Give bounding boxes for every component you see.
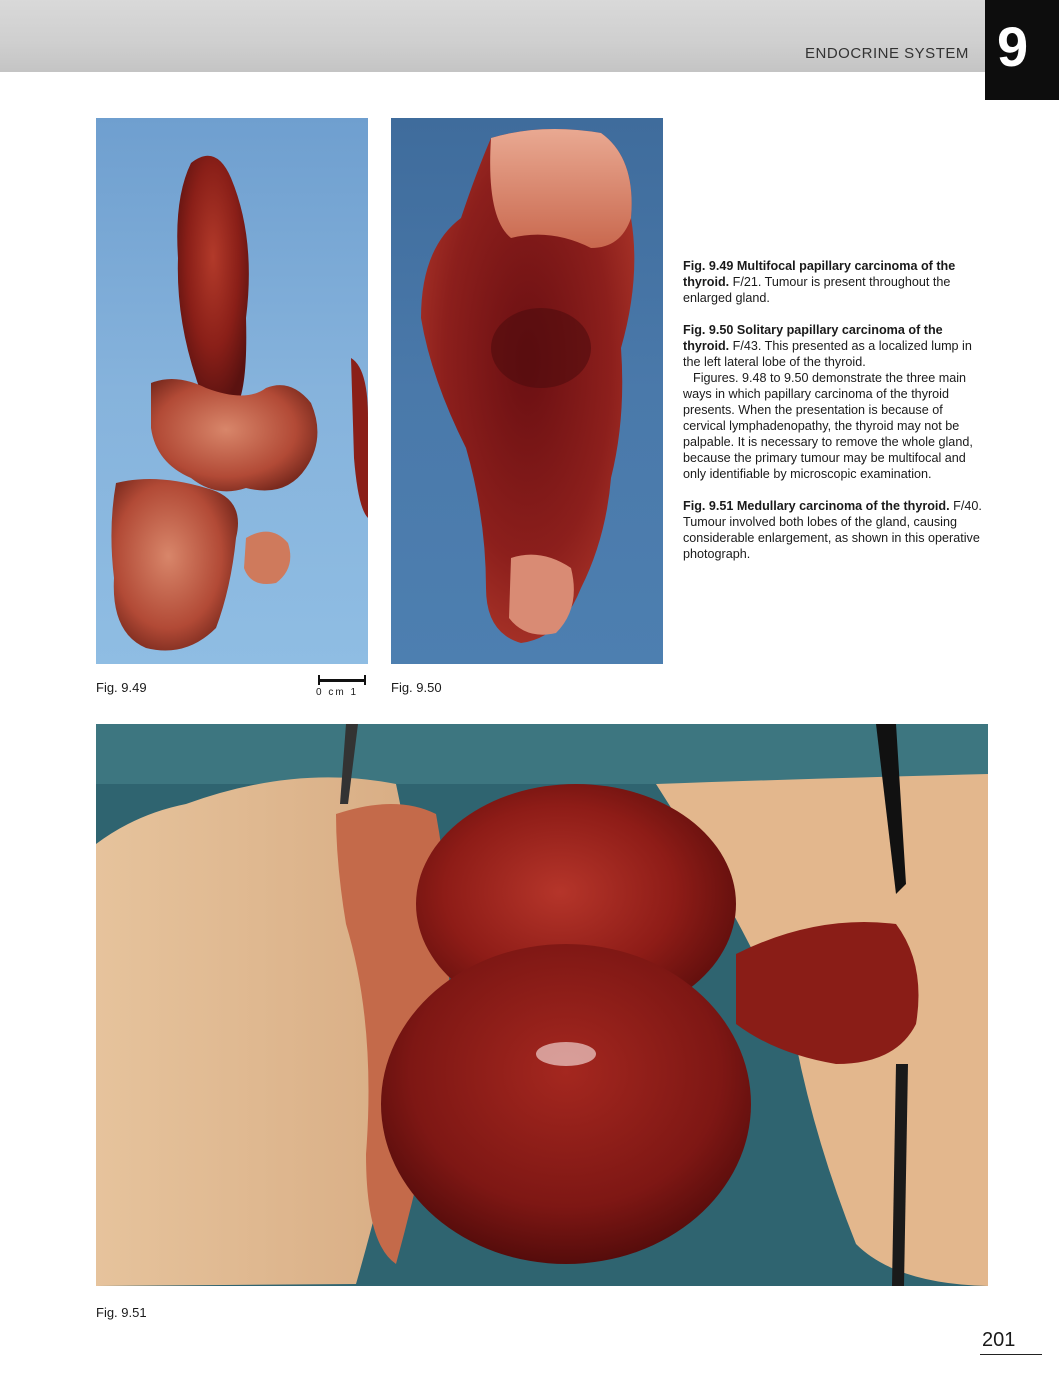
chapter-number: 9 bbox=[997, 15, 1029, 78]
scale-bar-text: 0 cm 1 bbox=[316, 687, 359, 698]
caption-9-50-title: Fig. 9.50 Solitary papillary carcinoma of the thyroid. bbox=[683, 323, 943, 353]
page-number-rule bbox=[980, 1354, 1042, 1355]
figure-9-49-label: Fig. 9.49 bbox=[96, 680, 147, 695]
figure-9-50-photo bbox=[391, 118, 663, 664]
caption-column bbox=[683, 258, 988, 578]
caption-9-51-title: Fig. 9.51 Medullary carcinoma of the thyroid. bbox=[683, 499, 950, 513]
caption-9-49-body: F/21. Tumour is present throughout the enlarged gland. bbox=[683, 275, 951, 305]
figure-9-51-photo bbox=[96, 724, 988, 1286]
caption-9-50 bbox=[683, 322, 988, 370]
caption-9-49-title: Fig. 9.49 Multifocal papillary carcinoma of the thyroid. bbox=[683, 259, 956, 289]
page-number: 201 bbox=[982, 1329, 1016, 1351]
scale-line bbox=[318, 679, 366, 682]
caption-9-50-paragraph-2: Figures. 9.48 to 9.50 demonstrate the three main ways in which papillary carcinoma of the thyroid presents. When the presentation is because of cervical lymphadenopathy, the thyroid may not be palpable. It is necessary to remove the whole gland, because the primary tumour may be multifocal and only identifiable by microscopic examination. bbox=[683, 371, 973, 481]
caption-9-49 bbox=[683, 258, 988, 306]
caption-9-51 bbox=[683, 498, 988, 562]
figure-9-49-photo bbox=[96, 118, 368, 664]
figure-9-51-label: Fig. 9.51 bbox=[96, 1305, 147, 1320]
figure-9-50-label: Fig. 9.50 bbox=[391, 680, 442, 695]
caption-9-51-body: F/40. Tumour involved both lobes of the gland, causing considerable enlargement, as shown in this operative photograph. bbox=[683, 499, 982, 561]
scale-bar bbox=[316, 675, 370, 701]
section-title: ENDOCRINE SYSTEM bbox=[805, 45, 969, 62]
caption-9-50-body: F/43. This presented as a localized lump in the left lateral lobe of the thyroid. bbox=[683, 339, 972, 369]
scale-tick-right bbox=[364, 675, 366, 685]
